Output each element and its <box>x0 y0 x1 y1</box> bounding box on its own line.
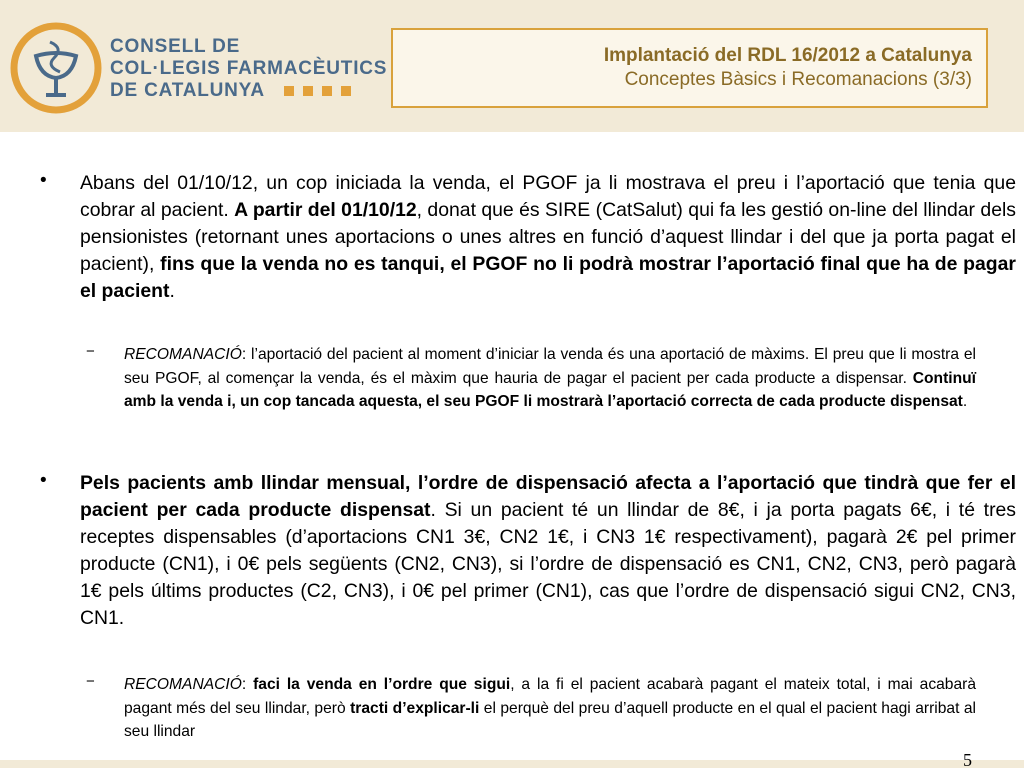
slide-title: Implantació del RDL 16/2012 a Catalunya <box>603 45 972 66</box>
bullet-marker: • <box>40 170 47 191</box>
bullet-marker: • <box>40 470 47 491</box>
bullet-text: Pels pacients amb llindar mensual, l’ordre de dispensació afecta a l’aportació que tindrà que fer el pacient per cada producte dispensat. Si un pacient té un llindar de 8€, i ja porta pagats 6€, i té tres receptes dispensables (d’aportacions CN1 3€, CN2 1€, i CN3 1€ respectivament), pagarà 2€ pel primer producte (CN1), i 0€ pels següents (CN2, CN3), si l’ordre de dispensació es CN1, CN2, CN3, però pagarà 1€ pels últims productes (C2, CN3), i 0€ pel primer (CN1), cas que l’ordre de dispensació sigui CN2, CN3, CN1. <box>80 472 1017 629</box>
logo-line-1: CONSELL DE <box>110 36 241 57</box>
logo-line-3: DE CATALUNYA <box>110 80 387 102</box>
logo-squares-decoration <box>275 80 351 102</box>
slide-subtitle: Conceptes Bàsics i Recomanacions (3/3) <box>624 69 972 90</box>
slide-title-box <box>391 28 988 108</box>
ccfc-logo <box>10 22 388 112</box>
recommendation-text: RECOMANACIÓ: faci la venda en l’ordre que sigui, a la fi el pacient acabarà pagant el mateix total, i mai acabarà pagant més del seu llindar, però tracti d’explicar-li el perquè del preu d’aquell producte en el qual el pacient hagi arribat al seu llindar <box>124 676 976 740</box>
page-number: 5 <box>963 750 972 768</box>
logo-line-2: COL·LEGIS FARMACÈUTICS <box>110 58 388 79</box>
logo-wordmark <box>110 36 387 102</box>
bullet-text: Abans del 01/10/12, un cop iniciada la venda, el PGOF ja li mostrava el preu i l’aportació que tenia que cobrar al pacient. A partir del 01/10/12, donat que és SIRE (CatSalut) qui fa les gestió on-line del llindar dels pensionistes (retornant unes aportacions o unes altres en funció d’aquest llindar i del que ja porta pagat el pacient), fins que la venda no es tanqui, el PGOF no li podrà mostrar l’aportació final que ha de pagar el pacient. <box>80 172 1016 302</box>
footer-bar <box>0 760 1024 768</box>
dash-marker: − <box>86 673 95 690</box>
pharmacy-cup-icon <box>10 22 102 114</box>
recommendation-text: RECOMANACIÓ: l’aportació del pacient al moment d’iniciar la venda és una aportació de màxims. El preu que li mostra el seu PGOF, al començar la venda, és el màxim que hauria de pagar el pacient per cada producte a dispensar. Continuï amb la venda i, un cop tancada aquesta, el seu PGOF li mostrarà l’aportació correcta de cada producte dispensat. <box>124 346 976 410</box>
dash-marker: − <box>86 343 95 360</box>
slide-header <box>0 0 1024 132</box>
